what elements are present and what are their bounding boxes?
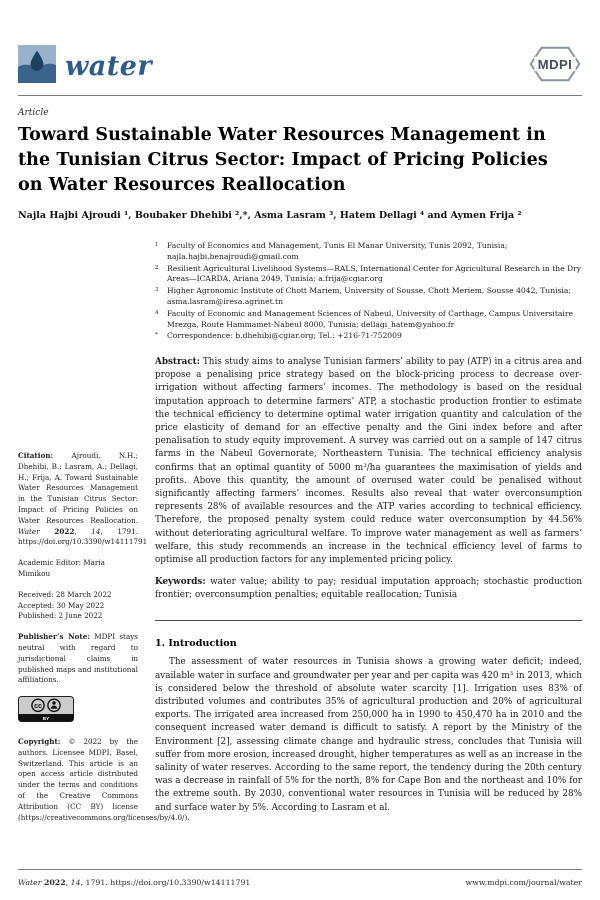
- citation-text: Ajroudi, N.H.; Dhehibi, B.; Lasram, A.; Dellagi, H.; Frija, A. Toward Sustainable Water Resources Management in the Tunisian Citrus Sector: Impact of Pricing Policies on Water Resources Reallocation.: [18, 451, 138, 525]
- introduction-paragraph: The assessment of water resources in Tunisia shows a growing water deficit; indeed, available water in surface and groundwater per year and per capita was 420 m³ in 2013, which is considered below the threshold of absolute water scarcity [1]. Irrigation uses 83% of distributed volumes and contributes 35% of agricultural production and 20% of agricultural exports. The irrigated area increased from 250,000 ha in 1990 to 450,470 ha in 2010 and the consequent increased water demand is difficult to satisfy. A report by the Ministry of the Environment [2], assessing climate change and hydraulic stress, concludes that Tunisia will suffer from more erosion, increased drought, higher temperatures as well as an increase in the salinity of water reserves. According to the same report, the tendency during the 20th century was a decrease in rainfall of 5% for the north, 8% for Cape Bon and the northeast and 10% for the extreme south. By 2030, conventional water resources in Tunisia will be reduced by 28% and surface water by 5%. According to Lasram et al.: [155, 657, 582, 813]
- citation-volume: 14: [91, 526, 101, 536]
- paper-title: Toward Sustainable Water Resources Management in the Tunisian Citrus Sector: Impact of Pricing Policies on Water Resources Reallocation: [18, 125, 548, 196]
- accepted-date: Accepted: 30 May 2022: [18, 600, 105, 610]
- copyright-label: Copyright:: [18, 736, 61, 746]
- affiliation-item: 2 Resilient Agricultural Livelihood Systems—RALS, International Center for Agricultural Research in the Dry Areas—ICARDA, Ariana 2049, Tunisia; a.frija@cgiar.org: [155, 263, 582, 284]
- abstract: Abstract: This study aims to analyse Tunisian farmers’ ability to pay (ATP) in a citrus area and propose a penalising price strategy based on the block-pricing process to decrease over-irrigation without affecting farmers’ incomes. The methodology is based on the residual imputation approach to determine farmers’ ATP, a stochastic production frontier to estimate the technical efficiency to determine optimal water irrigation quantity and calculation of the price elasticity of demand for an effective penalty and the Gini index before and after penalisation to study equity improvement. A survey was carried out on a sample of 147 citrus farms in the Nabeul Governorate, Northeastern Tunisia. The technical efficiency analysis confirms that an optimal quantity of 5000 m³/ha guarantees the maximisation of yields and profits. Above this quantity, the amount of overused water could be penalised without significantly affecting farmers’ incomes. Results also reveal that water overconsumption represents 28% of available resources and the ATP varies according to technical efficiency. Therefore, the proposed penalty system could reduce water overconsumption by 44.56% without deteriorating agricultural welfare. To improve water management as well as farmers’ welfare, this study recommends an increase in the technical efficiency level of farms to optimise all production factors for any implemented pricing policy.: [155, 357, 583, 565]
- citation-journal: Water: [18, 526, 55, 536]
- mdpi-logo: [528, 45, 582, 87]
- body-columns: [18, 241, 582, 833]
- copyright-block: Copyright: © 2022 by the authors. Licensee MDPI, Basel, Switzerland. This article is an open access article distributed under the terms and conditions of the Creative Commons Attribution (CC BY) license (https://creativecommons.org/licenses/by/4.0/).: [18, 736, 190, 822]
- header-rule: [18, 95, 582, 96]
- affiliation-item: 1 Faculty of Economics and Management, Tunis El Manar University, Tunis 2092, Tunisia; najla.hajbi.benajroudi@gmail.com: [155, 241, 508, 261]
- footer-journal-url[interactable]: www.mdpi.com/journal/water: [465, 878, 582, 887]
- keywords-label: Keywords:: [155, 577, 206, 588]
- received-date: Received: 28 March 2022: [18, 589, 112, 599]
- citation-doi-link[interactable]: https://doi.org/10.3390/w14111791: [18, 537, 148, 547]
- academic-editor: Academic Editor: Maria Mimikou: [18, 558, 105, 579]
- publishers-note-label: Publisher’s Note:: [18, 632, 90, 642]
- main-column: [155, 241, 582, 833]
- page-header: [18, 46, 582, 86]
- section-divider: [155, 620, 582, 621]
- introduction-heading: 1. Introduction: [155, 638, 237, 650]
- water-journal-logo: [18, 45, 152, 87]
- footer-citation: Water 2022, 14, 1791. https://doi.org/10.3390/w14111791: [18, 878, 251, 887]
- affiliation-item: 3 Higher Agronomic Institute of Chott Mariem, University of Sousse, Chott Meriem, Sousse 4042, Tunisia; asma.lasram@iresa.agrinet.tn: [155, 286, 571, 306]
- citation-label: Citation:: [18, 451, 54, 461]
- keywords: Keywords: water value; ability to pay; residual imputation approach; stochastic production frontier; overconsumption penalties; equitable reallocation; Tunisia: [155, 577, 583, 601]
- abstract-label: Abstract:: [155, 357, 200, 368]
- publishers-note: Publisher’s Note: MDPI stays neutral with regard to jurisdictional claims in published maps and institutional affiliations.: [18, 632, 138, 685]
- page-footer: [18, 869, 582, 887]
- citation-year: 2022: [54, 526, 75, 536]
- cc-by-badge[interactable]: [18, 696, 138, 726]
- affiliation-item: 4 Faculty of Economic and Management Sciences of Nabeul, University of Carthage, Campus Universitaire Mrezga, Route Hammamet-Nabeul 8000, Tunisia; dellagi_hatem@yahoo.fr: [155, 308, 573, 329]
- journal-name: water: [65, 50, 153, 82]
- svg-text:MDPI: MDPI: [537, 56, 573, 72]
- svg-text:cc: cc: [34, 702, 42, 710]
- author-line: Najla Hajbi Ajroudi ¹, Boubaker Dhehibi ²,*, Asma Lasram ³, Hatem Dellagi ⁴ and Aymen Frija ²: [18, 210, 522, 222]
- water-logo-icon: [18, 45, 56, 87]
- published-date: Published: 2 June 2022: [18, 611, 103, 621]
- article-type-label: Article: [18, 108, 49, 118]
- correspondence-item: * Correspondence: b.dhehibi@cgiar.org; Tel.: +216-71-752009: [155, 331, 402, 341]
- footer-doi-link[interactable]: https://doi.org/10.3390/w14111791: [110, 878, 251, 887]
- citation-block: Citation: Ajroudi, N.H.; Dhehibi, B.; Lasram, A.; Dellagi, H.; Frija, A. Toward Sustainable Water Resources Management in the Tunisian Citrus Sector: Impact of Pricing Policies on Water Resources Reallocation. Water 2022, 14, 1791. https://doi.org/10.3390/w14111791: [18, 451, 148, 547]
- by-label: BY: [42, 716, 50, 722]
- affiliations-list: [155, 241, 582, 342]
